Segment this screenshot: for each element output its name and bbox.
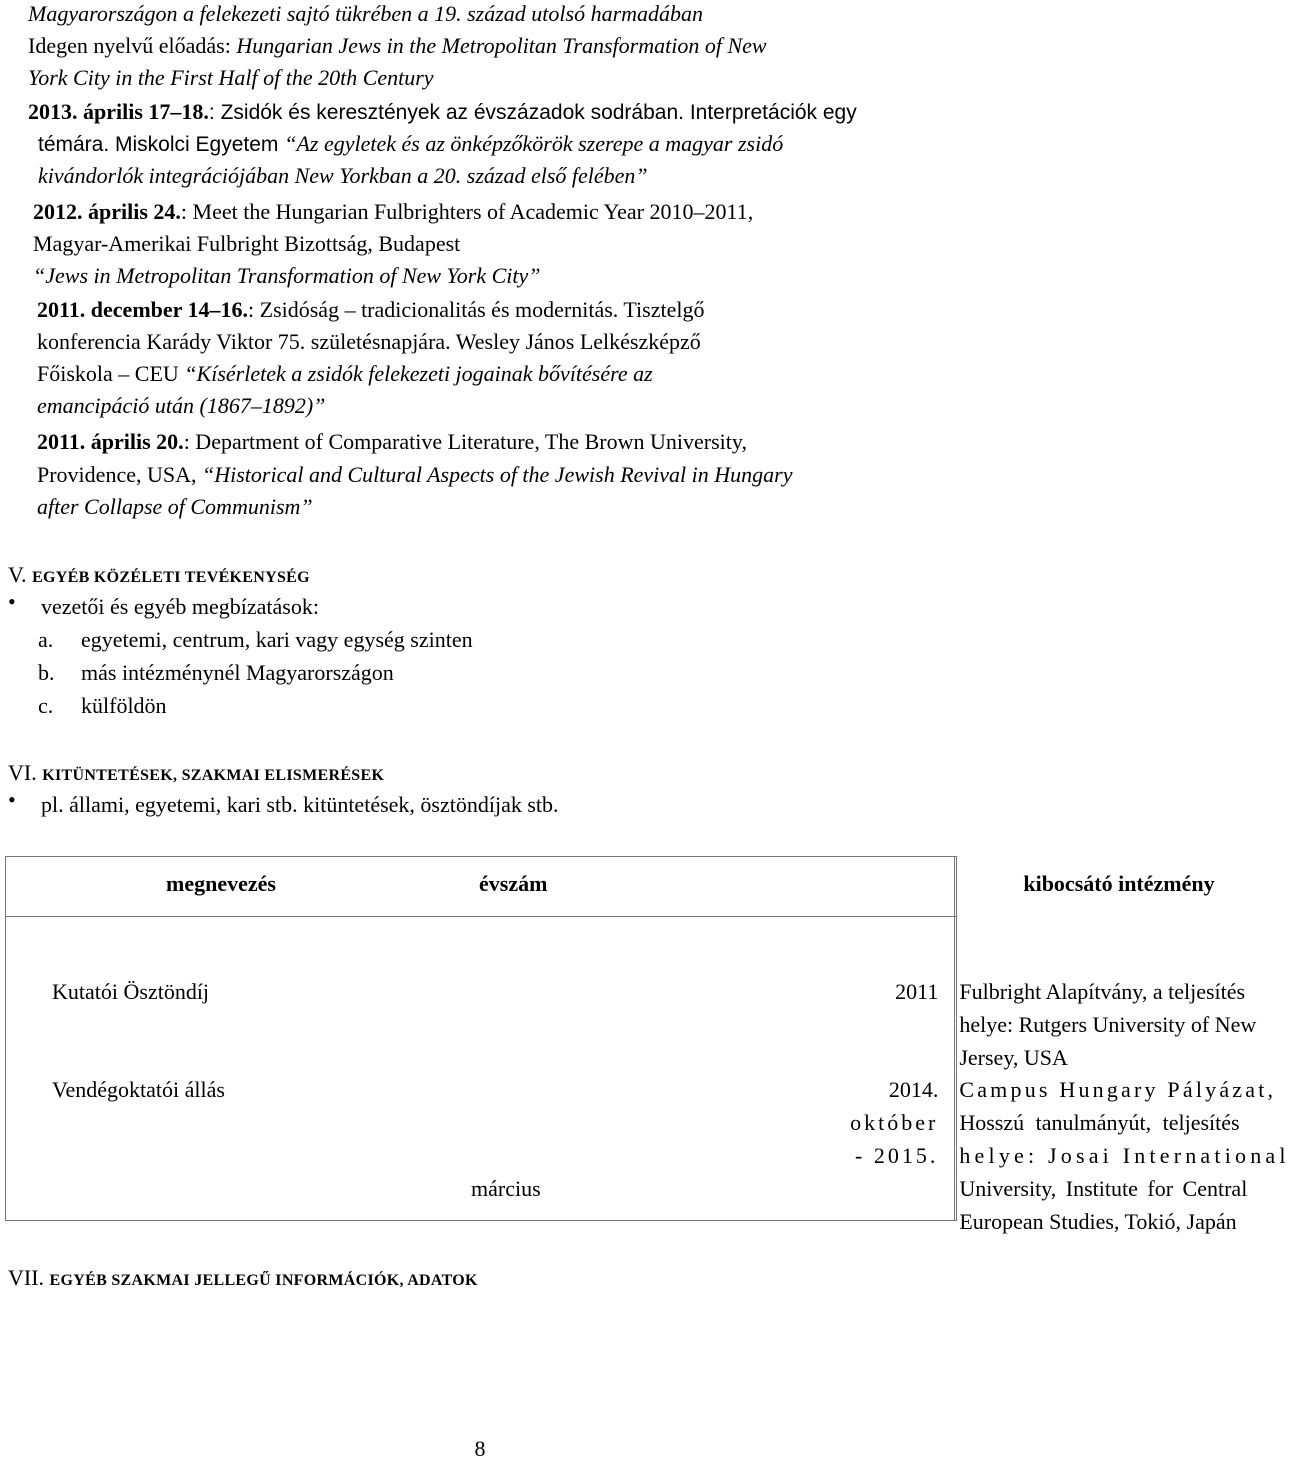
list-text: más intézménynél Magyarországon — [81, 660, 394, 685]
issuer-line: Hosszú tanulmányút, teljesítés — [959, 1110, 1240, 1135]
list-text: külföldön — [81, 693, 167, 718]
text-line — [37, 358, 653, 390]
list-letter: c. — [38, 693, 54, 718]
section-title: EGYÉB KÖZÉLETI TEVÉKENYSÉG — [32, 569, 310, 586]
entry-text: témára. Miskolci Egyetem — [38, 133, 285, 156]
issuer-line: helye: Josai International — [959, 1143, 1290, 1168]
list-item — [38, 624, 473, 656]
entry-title: “Historical and Cultural Aspects of the Jewish Revival in Hungary — [201, 462, 793, 487]
header-name: megnevezés — [166, 871, 276, 896]
header-cell — [6, 857, 955, 917]
section-heading-vii — [8, 1262, 478, 1297]
entry-2012 — [33, 196, 753, 228]
entry-2011-april — [37, 426, 747, 458]
section-heading-vi — [8, 757, 384, 792]
award-year: 2011 — [895, 979, 939, 1004]
entry-date: 2011. április 20. — [37, 429, 184, 454]
list-item — [38, 690, 167, 722]
section-title: KITÜNTETÉSEK, SZAKMAI ELISMERÉSEK — [42, 767, 385, 784]
issuer-line: University, Institute for Central — [959, 1176, 1248, 1201]
header-year: évszám — [479, 871, 548, 896]
text-line: konferencia Karády Viktor 75. születésnapjára. Wesley János Lelkészképző — [37, 329, 701, 354]
awards-table — [5, 856, 1290, 1234]
text-line — [37, 459, 792, 491]
bullet-icon: • — [8, 787, 16, 812]
lecture-title: Hungarian Jews in the Metropolitan Transformation of New — [236, 33, 767, 58]
entry-title: after Collapse of Communism” — [37, 494, 313, 519]
entry-text: Providence, USA, — [37, 462, 202, 487]
award-year: 2014. — [888, 1077, 939, 1102]
list-letter: b. — [38, 660, 55, 685]
text-line — [38, 128, 783, 161]
text-line: York City in the First Half of the 20th Century — [28, 65, 434, 90]
header-issuer: kibocsátó intézmény — [1023, 871, 1215, 896]
table-cell — [6, 917, 955, 1221]
issuer-line: helye: Rutgers University of New — [959, 1012, 1257, 1037]
entry-title: emancipáció után (1867–1892)” — [37, 393, 326, 418]
bullet-text: pl. állami, egyetemi, kari stb. kitüntetések, ösztöndíjak stb. — [41, 792, 559, 817]
award-year: március — [471, 1176, 541, 1201]
text-line — [28, 30, 767, 62]
entry-2013 — [28, 96, 857, 129]
entry-title: kivándorlók integrációjában New Yorkban a 20. század első felében” — [38, 163, 648, 188]
award-year: október — [850, 1110, 939, 1135]
table-cell — [955, 917, 1290, 1234]
bullet-text: vezetői és egyéb megbízatások: — [41, 594, 319, 619]
bullet-icon: • — [8, 589, 16, 614]
entry-title: “Kísérletek a zsidók felekezeti jogainak bővítésére az — [184, 361, 653, 386]
label-foreign-lecture: Idegen nyelvű előadás: — [28, 33, 237, 58]
table-body-row — [6, 917, 957, 1221]
entry-text: : Department of Comparative Literature, The Brown University, — [183, 429, 747, 454]
section-heading-v — [8, 559, 310, 594]
list-item — [38, 657, 394, 689]
entry-text: : Meet the Hungarian Fulbrighters of Academic Year 2010–2011, — [180, 199, 754, 224]
page-number: 8 — [474, 1436, 486, 1461]
entry-title: “Jews in Metropolitan Transformation of New York City” — [33, 263, 541, 288]
issuer-line: Jersey, USA — [959, 1045, 1068, 1070]
section-number: VII. — [8, 1265, 45, 1290]
issuer-line: European Studies, Tokió, Japán — [959, 1209, 1237, 1234]
table-header-row — [6, 857, 957, 917]
section-number: VI. — [8, 760, 37, 785]
award-name: Kutatói Ösztöndíj — [52, 979, 210, 1004]
section-number: V. — [8, 562, 27, 587]
list-letter: a. — [38, 627, 54, 652]
header-cell — [955, 857, 1215, 917]
entry-text: : Zsidók és keresztények az évszázadok sodrában. Interpretációk egy — [208, 101, 857, 124]
text-line: Magyar-Amerikai Fulbright Bizottság, Budapest — [33, 231, 461, 256]
entry-date: 2013. április 17–18. — [28, 99, 209, 124]
text-line: Magyarországon a felekezeti sajtó tükrében a 19. század utolsó harmadában — [28, 1, 704, 26]
section-title: EGYÉB SZAKMAI JELLEGŰ INFORMÁCIÓK, ADATOK — [49, 1272, 478, 1289]
issuer-line: Campus Hungary Pályázat, — [959, 1077, 1277, 1102]
entry-text: : Zsidóság – tradicionalitás és modernitás. Tisztelgő — [248, 297, 705, 322]
list-text: egyetemi, centrum, kari vagy egység szinten — [81, 627, 473, 652]
entry-title: “Az egyletek és az önképzőkörök szerepe a magyar zsidó — [284, 131, 784, 156]
entry-text: Főiskola – CEU — [37, 361, 185, 386]
issuer-line: Fulbright Alapítvány, a teljesítés — [959, 979, 1246, 1004]
award-year: - 2015. — [855, 1143, 939, 1168]
award-name: Vendégoktatói állás — [52, 1077, 225, 1102]
entry-date: 2011. december 14–16. — [37, 297, 249, 322]
entry-date: 2012. április 24. — [33, 199, 181, 224]
entry-2011-december — [37, 294, 704, 326]
